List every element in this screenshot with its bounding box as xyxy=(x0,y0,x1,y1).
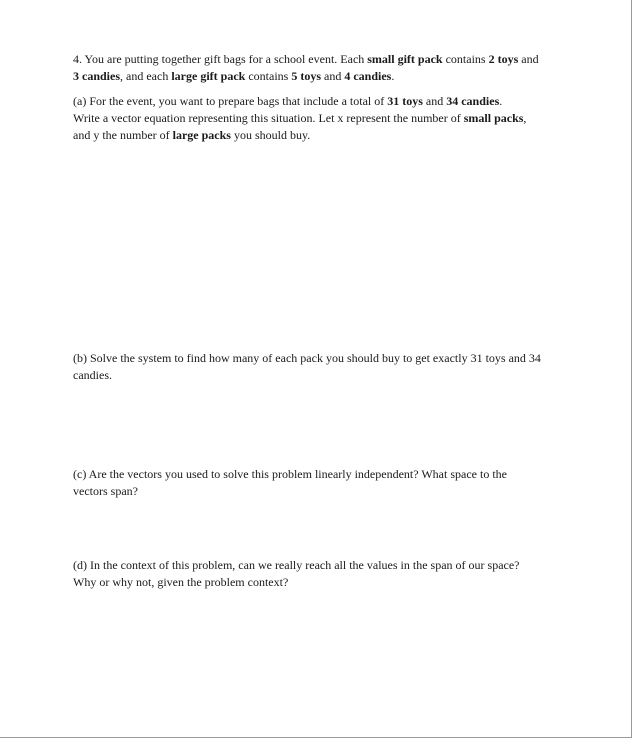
text-run: . xyxy=(499,94,503,108)
part-d-line-1: (d) In the context of this problem, can we really reach all the values in the span of our space? xyxy=(73,558,520,572)
intro-line-2 xyxy=(73,68,561,85)
part-a-line-1 xyxy=(73,93,561,110)
bold-run: 31 toys xyxy=(387,94,423,108)
text-run: and y the number of xyxy=(73,128,173,142)
bold-run: 4 candies xyxy=(344,69,392,83)
text-run: you should buy. xyxy=(230,128,311,142)
bold-run: 3 candies xyxy=(73,69,121,83)
question-part-d xyxy=(73,557,561,591)
part-c-line-1: (c) Are the vectors you used to solve this problem linearly independent? What space to the xyxy=(73,467,507,481)
bold-run: 5 toys xyxy=(291,69,321,83)
text-run: (a) For the event, you want to prepare bags that include a total of xyxy=(73,94,388,108)
text-run: 4. You are putting together gift bags for a school event. Each xyxy=(73,52,368,66)
question-part-a xyxy=(73,93,561,144)
question-part-c xyxy=(73,466,561,500)
problem-intro xyxy=(73,51,561,85)
bold-run: 2 toys xyxy=(488,52,519,66)
bold-run: large packs xyxy=(172,128,231,142)
text-run: and xyxy=(422,94,447,108)
part-d-line-2: Why or why not, given the problem context? xyxy=(73,575,289,589)
question-part-b xyxy=(73,350,561,384)
bold-run: large gift pack xyxy=(171,69,246,83)
part-b-line-1: (b) Solve the system to find how many of each pack you should buy to get exactly 31 toys and 34 xyxy=(73,351,541,365)
text-run: and xyxy=(321,69,345,83)
intro-line-1 xyxy=(73,51,561,68)
part-a-line-3 xyxy=(73,127,561,144)
text-run: . xyxy=(391,69,395,83)
text-run: , and each xyxy=(120,69,172,83)
part-a-line-2 xyxy=(73,110,561,127)
text-run: contains xyxy=(245,69,292,83)
text-run: and xyxy=(518,52,539,66)
bold-run: 34 candies xyxy=(446,94,500,108)
text-run: contains xyxy=(442,52,489,66)
part-b-line-2: candies. xyxy=(73,368,112,382)
text-run: , xyxy=(523,111,527,125)
part-c-line-2: vectors span? xyxy=(73,484,138,498)
bold-run: small packs xyxy=(463,111,524,125)
bold-run: small gift pack xyxy=(367,52,443,66)
text-run: Write a vector equation representing this situation. Let x represent the number of xyxy=(73,111,464,125)
